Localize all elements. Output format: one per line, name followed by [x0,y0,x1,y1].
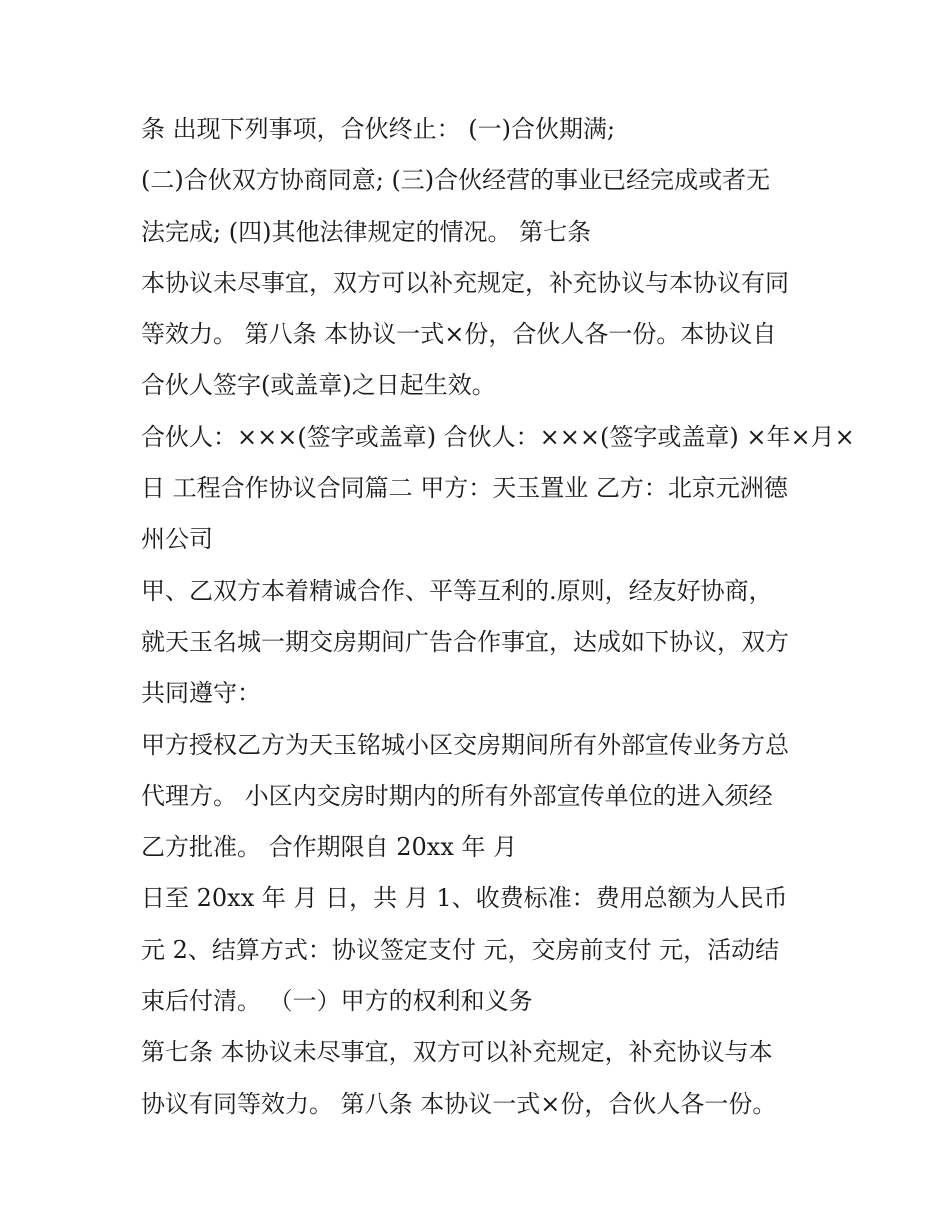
text-line: 州公司 [141,525,213,554]
text-line: 束后付清。 （一）甲方的权利和义务 [141,987,533,1016]
text-line: 第七条 本协议未尽事宜，双方可以补充规定，补充协议与本 [141,1038,773,1067]
text-line: 日 工程合作协议合同篇二 甲方：天玉置业 乙方：北京元洲德 [141,474,788,503]
text-line: 协议有同等效力。 第八条 本协议一式×份，合伙人各一份。 [141,1089,777,1118]
text-line: 条 出现下列事项，合伙终止： (一)合伙期满; [141,115,616,143]
text-line: 合伙人：×××(签字或盖章) 合伙人：×××(签字或盖章) ×年×月× [141,422,855,451]
text-line: 甲方授权乙方为天玉铭城小区交房期间所有外部宣传业务方总 [141,730,789,759]
text-line: 甲、乙双方本着精诚合作、平等互利的.原则，经友好协商， [141,576,773,605]
text-line: 法完成; (四)其他法律规定的情况。 第七条 [141,217,592,246]
text-line: 合伙人签字(或盖章)之日起生效。 [141,371,496,400]
text-line: (二)合伙双方协商同意; (三)合伙经营的事业已经完成或者无 [141,166,771,195]
text-line: 元 2、结算方式：协议签定支付 元，交房前支付 元，活动结 [141,935,780,964]
text-line: 本协议未尽事宜，双方可以补充规定，补充协议与本协议有同 [141,268,789,297]
text-line: 代理方。 小区内交房时期内的所有外部宣传单位的进入须经 [141,781,773,810]
text-line: 共同遵守： [141,679,261,708]
text-line: 等效力。 第八条 本协议一式×份，合伙人各一份。本协议自 [141,320,777,349]
text-line: 乙方批准。 合作期限自 20xx 年 月 [141,833,518,862]
document-body [141,104,855,1130]
text-line: 就天玉名城一期交房期间广告合作事宜，达成如下协议，双方 [141,627,789,656]
text-line: 日至 20xx 年 月 日，共 月 1、收费标准：费用总额为人民币 [141,884,788,913]
